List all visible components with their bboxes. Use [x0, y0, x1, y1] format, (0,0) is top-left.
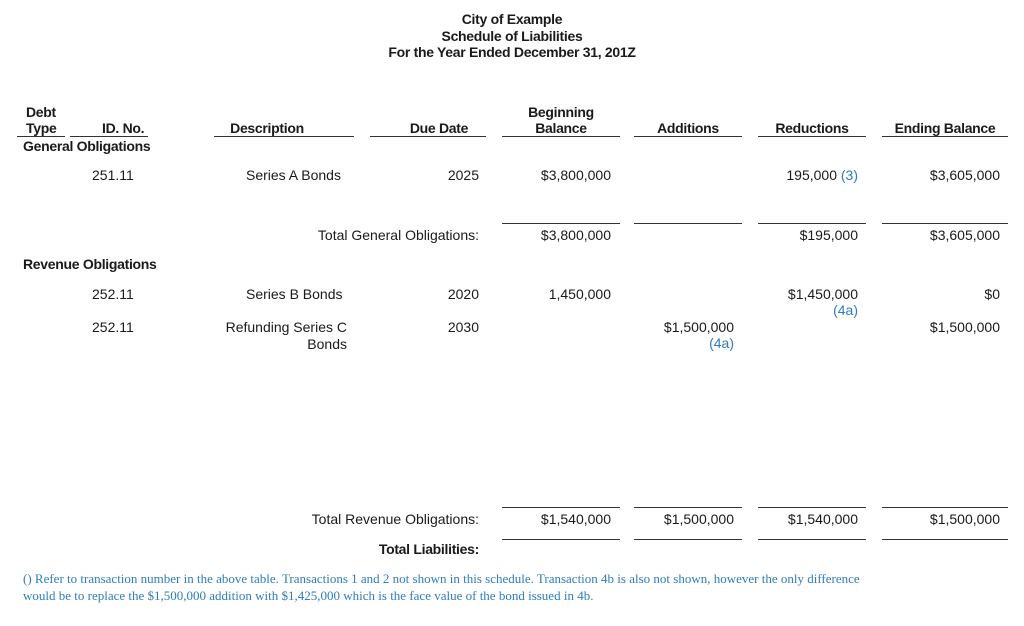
report-period: For the Year Ended December 31, 201Z: [388, 44, 636, 60]
col-additions: Additions: [657, 120, 719, 136]
revenue-row2-ending: $1,500,000: [929, 319, 1000, 335]
section-general-obligations: General Obligations: [23, 138, 151, 154]
revenue-row2-id: 252.11: [92, 319, 134, 335]
revenue-row2-description-line2: Bonds: [307, 336, 347, 352]
general-row-id: 251.11: [92, 167, 134, 183]
revenue-row1-id: 252.11: [92, 286, 134, 302]
general-row-due-date: 2025: [447, 167, 479, 183]
col-id-no: ID. No.: [102, 120, 145, 136]
col-reductions: Reductions: [775, 120, 849, 136]
col-beginning-line2: Balance: [535, 120, 587, 136]
grand-total-rule: [634, 539, 742, 540]
grand-total-rule: [882, 539, 1008, 540]
revenue-row2-description-line1: Refunding Series C: [225, 319, 347, 335]
footnote-line1: () Refer to transaction number in the above table. Transactions 1 and 2 not shown in this schedule. Transaction 4b is also not shown, however the only difference: [23, 571, 860, 586]
general-row-reductions-value: 195,000: [786, 167, 837, 183]
header-rule: [634, 136, 742, 137]
total-rule: [758, 223, 866, 224]
general-total-reductions: $195,000: [799, 227, 858, 243]
total-rule: [634, 507, 742, 508]
grand-total-rule: [502, 539, 620, 540]
revenue-row1-ending: $0: [984, 286, 1000, 302]
transaction-ref: (4a): [709, 335, 734, 351]
grand-total-rule: [758, 539, 866, 540]
revenue-row2-due-date: 2030: [447, 319, 479, 335]
revenue-row1-reductions: $1,450,000: [787, 286, 858, 302]
transaction-ref: (4a): [833, 302, 858, 318]
general-row-reductions: [758, 167, 858, 183]
revenue-row1-due-date: 2020: [447, 286, 479, 302]
col-debt-type-line1: Debt: [26, 104, 56, 120]
general-total-ending: $3,605,000: [929, 227, 1000, 243]
col-debt-type-line2: Type: [26, 120, 57, 136]
col-beginning-line1: Beginning: [528, 104, 594, 120]
header-rule: [70, 136, 148, 137]
total-rule: [882, 507, 1008, 508]
total-rule: [882, 223, 1008, 224]
general-row-beginning: $3,800,000: [540, 167, 611, 183]
general-total-label: Total General Obligations:: [317, 227, 479, 243]
header-rule: [17, 136, 65, 137]
col-ending-balance: Ending Balance: [894, 120, 996, 136]
revenue-total-additions: $1,500,000: [663, 511, 734, 527]
revenue-row1-description: Series B Bonds: [246, 286, 343, 302]
header-rule: [214, 136, 354, 137]
header-rule: [758, 136, 866, 137]
header-rule: [502, 136, 620, 137]
total-rule: [502, 507, 620, 508]
revenue-total-ending: $1,500,000: [929, 511, 1000, 527]
footnote-line2: would be to replace the $1,500,000 addition with $1,425,000 which is the face value of the bond issued in 4b.: [23, 588, 594, 603]
header-rule: [370, 136, 486, 137]
total-rule: [502, 223, 620, 224]
general-row-ending: $3,605,000: [929, 167, 1000, 183]
general-total-beginning: $3,800,000: [540, 227, 611, 243]
revenue-total-beginning: $1,540,000: [540, 511, 611, 527]
revenue-row1-beginning: 1,450,000: [548, 286, 611, 302]
revenue-total-reductions: $1,540,000: [787, 511, 858, 527]
col-due-date: Due Date: [409, 120, 469, 136]
report-subtitle: Schedule of Liabilities: [441, 28, 583, 44]
total-liabilities-label: Total Liabilities:: [378, 541, 479, 557]
total-rule: [634, 223, 742, 224]
revenue-total-label: Total Revenue Obligations:: [311, 511, 479, 527]
revenue-row2-additions: $1,500,000: [663, 319, 734, 335]
col-description: Description: [230, 120, 304, 136]
report-title: City of Example: [461, 11, 563, 27]
header-rule: [882, 136, 1008, 137]
section-revenue-obligations: Revenue Obligations: [23, 256, 157, 272]
transaction-ref: (3): [840, 167, 858, 183]
total-rule: [758, 507, 866, 508]
general-row-description: Series A Bonds: [246, 167, 341, 183]
